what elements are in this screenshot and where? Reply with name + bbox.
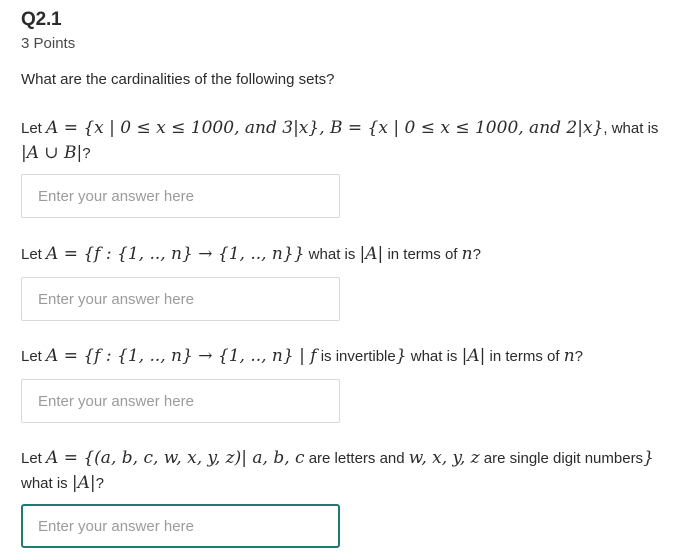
prompt-text: Let [21,450,47,467]
math-expression: n [461,244,473,264]
prompt-text: what is [406,348,462,365]
prompt-text: what is [21,475,72,492]
question-title: Q2.1 [21,9,62,30]
subquestion-4-prompt [21,446,671,496]
math-expression: w, x, y, z [408,448,480,468]
prompt-text: is invertible [316,348,396,365]
math-expression: |A| [359,244,384,264]
math-expression: |A ∪ B| [21,143,83,163]
prompt-text: in terms of [485,348,564,365]
prompt-text: what is [304,246,360,263]
prompt-text: ? [95,475,104,492]
answer-input-4[interactable] [21,504,340,548]
math-expression: |A| [461,346,486,366]
prompt-text: Let [21,120,47,137]
prompt-text: are letters and [304,450,409,467]
prompt-text: ? [472,246,481,263]
question-points: 3 Points [21,35,76,52]
prompt-text: ? [574,348,583,365]
subquestion-4 [21,446,671,548]
math-expression: } [643,448,654,468]
prompt-text: Let [21,348,47,365]
math-expression: } [395,346,407,366]
math-expression: A = {f : {1, .., n} → {1, .., n}} [46,244,305,264]
subquestion-3-prompt [21,344,671,369]
prompt-text: , what is [603,120,659,137]
math-expression: A = {x | 0 ≤ x ≤ 1000, and 3|x}, B = {x | 0 ≤ x ≤ 1000, and 2|x} [46,118,604,138]
subquestion-3 [21,344,671,423]
answer-input-1[interactable] [21,174,340,218]
answer-input-3[interactable] [21,379,340,423]
prompt-text: Let [21,246,47,263]
math-expression: A = {f : {1, .., n} → {1, .., n} | f [46,346,317,366]
question-intro: What are the cardinalities of the following sets? [21,71,335,88]
prompt-text: are single digit numbers [479,450,644,467]
subquestion-2-prompt [21,242,671,267]
prompt-text: ? [82,145,91,162]
answer-input-2[interactable] [21,277,340,321]
math-expression: n [563,346,575,366]
math-expression: |A| [71,473,96,493]
subquestion-2 [21,242,671,321]
prompt-text: in terms of [383,246,462,263]
subquestion-1 [21,116,671,218]
math-expression: A = {(a, b, c, w, x, y, z)| a, b, c [46,448,305,468]
subquestion-1-prompt [21,116,671,166]
